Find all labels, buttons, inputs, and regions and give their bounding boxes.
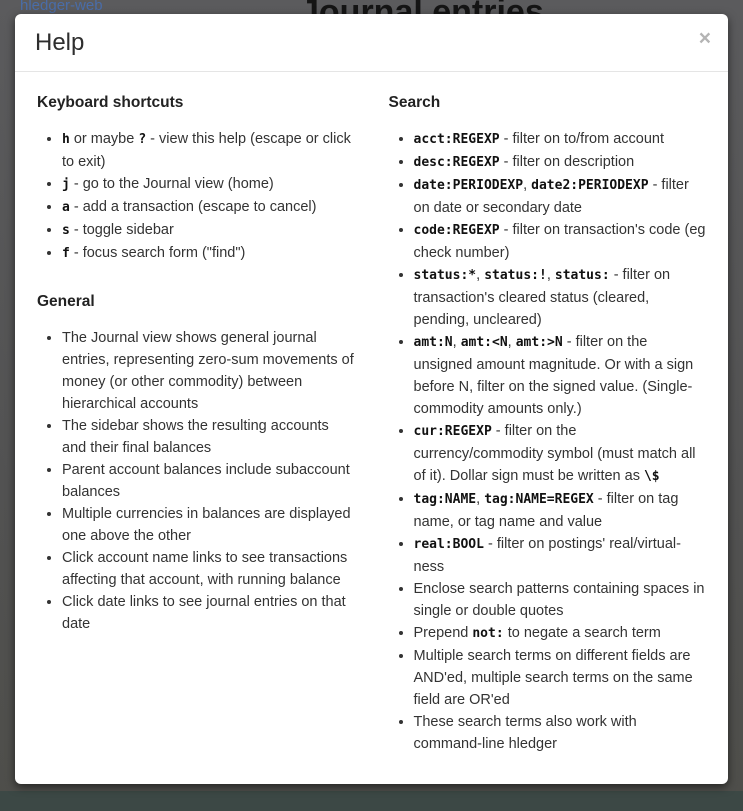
text-segment: - filter on transaction's code (eg check number): [413, 221, 706, 261]
code-term: s: [62, 222, 70, 238]
help-list-item: [414, 533, 707, 578]
help-left-column: [37, 92, 355, 781]
code-term: amt:>N: [515, 334, 563, 350]
code-term: date2:PERIODEXP: [531, 177, 649, 193]
help-list-item: [62, 547, 355, 591]
text-segment: - filter on postings' real/virtual-ness: [413, 535, 681, 575]
help-list-item: [414, 488, 707, 533]
text-segment: - toggle sidebar: [69, 221, 174, 238]
text-segment: The sidebar shows the resulting accounts and their final balances: [62, 417, 329, 456]
text-segment: The Journal view shows general journal entries, representing zero-sum movements of money (or other commodity) between hierarchical accounts: [62, 329, 354, 412]
help-list-item: [414, 420, 707, 488]
code-term: status:*: [413, 267, 477, 283]
text-segment: - filter on description: [499, 153, 635, 170]
code-term: real:BOOL: [413, 536, 484, 552]
text-segment: - filter on to/from account: [499, 130, 664, 147]
help-list-item: [62, 219, 355, 242]
close-button[interactable]: [695, 24, 715, 53]
help-right-column: [389, 92, 707, 781]
text-segment: Multiple currencies in balances are displayed one above the other: [62, 505, 351, 544]
code-term: amt:N: [413, 334, 453, 350]
text-segment: or maybe: [69, 130, 139, 147]
modal-header: [15, 14, 728, 72]
text-segment: - filter on the currency/commodity symbol (must match all of it). Dollar sign must be written as: [413, 422, 696, 484]
help-list-item: [62, 128, 355, 173]
help-list: [37, 128, 355, 265]
text-segment: These search terms also work with command-line hledger: [413, 713, 637, 752]
code-term: tag:NAME: [413, 491, 477, 507]
code-term: f: [62, 245, 70, 261]
help-list-item: [414, 151, 707, 174]
close-icon: ×: [698, 27, 711, 50]
section-heading: Search: [388, 93, 441, 111]
text-segment: Prepend: [413, 624, 473, 641]
text-segment: ,: [507, 333, 516, 350]
text-segment: to negate a search term: [503, 624, 661, 641]
text-segment: - filter on tag name, or tag name and value: [413, 490, 679, 530]
help-list-item: [62, 503, 355, 547]
text-segment: Enclose search patterns containing spaces in single or double quotes: [413, 580, 705, 619]
help-list-item: [414, 711, 707, 755]
help-list: [37, 327, 355, 635]
code-term: acct:REGEXP: [413, 131, 500, 147]
text-segment: ,: [476, 490, 485, 507]
help-list-item: [62, 415, 355, 459]
help-list-item: [62, 173, 355, 196]
help-list: [389, 128, 707, 755]
code-term: cur:REGEXP: [413, 423, 492, 439]
help-list-item: [414, 578, 707, 622]
help-list-item: [414, 331, 707, 420]
section-heading: Keyboard shortcuts: [37, 93, 184, 111]
help-list-item: [414, 219, 707, 264]
code-term: j: [62, 176, 70, 192]
help-modal: [15, 14, 728, 784]
help-list-item: [414, 128, 707, 151]
code-term: ?: [138, 131, 147, 147]
code-term: not:: [472, 625, 504, 641]
text-segment: Multiple search terms on different fields are AND'ed, multiple search terms on the same field are OR'ed: [413, 647, 693, 708]
code-term: tag:NAME=REGEX: [484, 491, 594, 507]
code-term: amt:<N: [460, 334, 508, 350]
text-segment: ,: [523, 176, 532, 193]
code-term: h: [62, 131, 70, 147]
help-list-item: [62, 459, 355, 503]
text-segment: - filter on the unsigned amount magnitude. Or with a sign before N, filter on the signed value. (Single-commodity amounts only.): [413, 333, 694, 417]
help-list-item: [414, 264, 707, 331]
help-list-item: [62, 196, 355, 219]
code-term: code:REGEXP: [413, 222, 500, 238]
text-segment: - add a transaction (escape to cancel): [69, 198, 317, 215]
text-segment: - go to the Journal view (home): [69, 175, 274, 192]
page-footer-ghost: [0, 791, 743, 811]
code-term: status:: [554, 267, 610, 283]
text-segment: - focus search form ("find"): [69, 244, 246, 261]
text-segment: Click account name links to see transactions affecting that account, with running balance: [62, 549, 348, 588]
code-term: \$: [643, 468, 660, 484]
help-list-item: [414, 174, 707, 219]
text-segment: ,: [452, 333, 461, 350]
text-segment: Click date links to see journal entries on that date: [62, 593, 346, 632]
help-list-item: [62, 327, 355, 415]
code-term: status:!: [484, 267, 547, 283]
help-list-item: [414, 622, 707, 645]
modal-title: Help: [35, 29, 85, 56]
help-list-item: [62, 242, 355, 265]
code-term: date:PERIODEXP: [413, 177, 524, 193]
text-segment: Parent account balances include subaccount balances: [62, 461, 350, 500]
help-list-item: [62, 591, 355, 635]
text-segment: ,: [546, 266, 555, 283]
text-segment: - filter on transaction's cleared status (cleared, pending, uncleared): [413, 266, 671, 328]
text-segment: ,: [476, 266, 485, 283]
modal-body: [15, 72, 728, 784]
code-term: desc:REGEXP: [413, 154, 500, 170]
code-term: a: [62, 199, 70, 215]
brand-link: hledger-web: [20, 0, 103, 14]
help-list-item: [414, 645, 707, 711]
text-segment: - view this help (escape or click to exit): [62, 130, 351, 170]
section-heading: General: [37, 292, 95, 310]
text-segment: - filter on date or secondary date: [413, 176, 689, 216]
